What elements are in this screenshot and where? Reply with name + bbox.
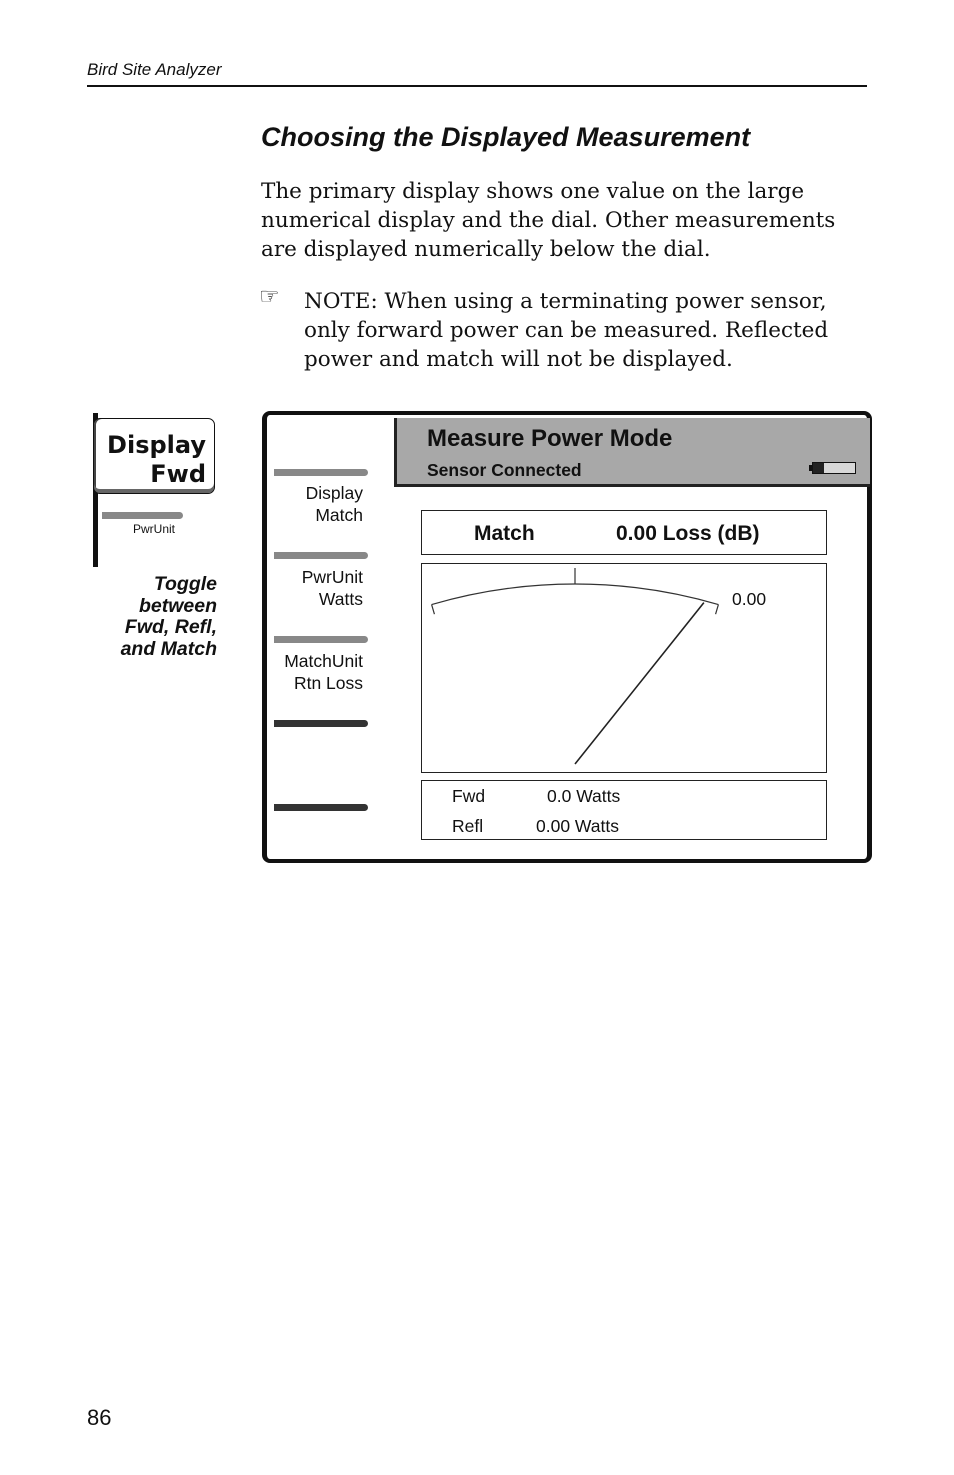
softkey-label-matchunit (267, 650, 363, 694)
softkey-line-display: Display (107, 431, 206, 459)
softkey-line-fwd: Fwd (150, 460, 206, 488)
softkey-line: Watts (318, 589, 363, 609)
display-fwd-softkey[interactable] (93, 418, 215, 494)
primary-measurement-name: Match (474, 522, 535, 545)
note-text: NOTE: When using a terminating power sensor, only forward power can be measured. Reflected power and match will not be displayed. (304, 289, 829, 372)
mode-header (394, 418, 870, 487)
battery-terminal (809, 465, 812, 471)
softkey-line: MatchUnit (284, 651, 363, 671)
reading-fwd-value: 0.0 Watts (547, 786, 621, 806)
body-paragraph: The primary display shows one value on the large numerical display and the dial. Other measurements are displayed numerically below the dial. (261, 179, 836, 262)
dial-meter (421, 563, 827, 773)
softkey-text (107, 431, 206, 489)
figure-caption: Toggle between Fwd, Refl, and Match (120, 573, 217, 660)
pwrunit-softkey-tab[interactable] (102, 512, 183, 519)
reading-refl-name: Refl (452, 816, 484, 836)
reading-fwd-name: Fwd (452, 786, 486, 806)
reading-refl-value: 0.00 Watts (536, 816, 619, 836)
primary-measurement-value: 0.00 Loss (dB) (616, 522, 760, 545)
softkey-label-display-match (267, 482, 363, 526)
battery-level (813, 463, 824, 473)
dial-needle (575, 603, 704, 764)
dial-arc (432, 584, 719, 605)
softkey-line: PwrUnit (301, 567, 363, 587)
header-rule (87, 85, 867, 87)
softkey-display-match[interactable] (274, 469, 368, 476)
softkey-line: Rtn Loss (293, 673, 363, 693)
pwrunit-softkey-label: PwrUnit (133, 522, 176, 536)
softkey-pwrunit-watts[interactable] (274, 552, 368, 559)
dial-tick-min (432, 605, 435, 615)
running-header: Bird Site Analyzer (87, 60, 222, 79)
dial-tick-max (716, 605, 719, 615)
pointing-hand-icon: ☞ (259, 284, 280, 310)
secondary-readings (421, 780, 827, 840)
battery-icon (812, 462, 856, 474)
dial-value-label: 0.00 (732, 589, 767, 609)
mode-title: Measure Power Mode (427, 425, 673, 452)
analyzer-screen (262, 411, 872, 863)
softkey-matchunit-rtnloss[interactable] (274, 636, 368, 643)
primary-measurement (421, 510, 827, 555)
section-title: Choosing the Displayed Measurement (261, 122, 751, 152)
softkey-label-pwrunit (267, 566, 363, 610)
softkey-line: Display (305, 483, 363, 503)
softkey-blank-5[interactable] (274, 804, 368, 811)
page-number: 86 (87, 1405, 112, 1430)
sensor-status: Sensor Connected (427, 460, 582, 480)
softkey-blank-4[interactable] (274, 720, 368, 727)
softkey-line: Match (315, 505, 363, 525)
